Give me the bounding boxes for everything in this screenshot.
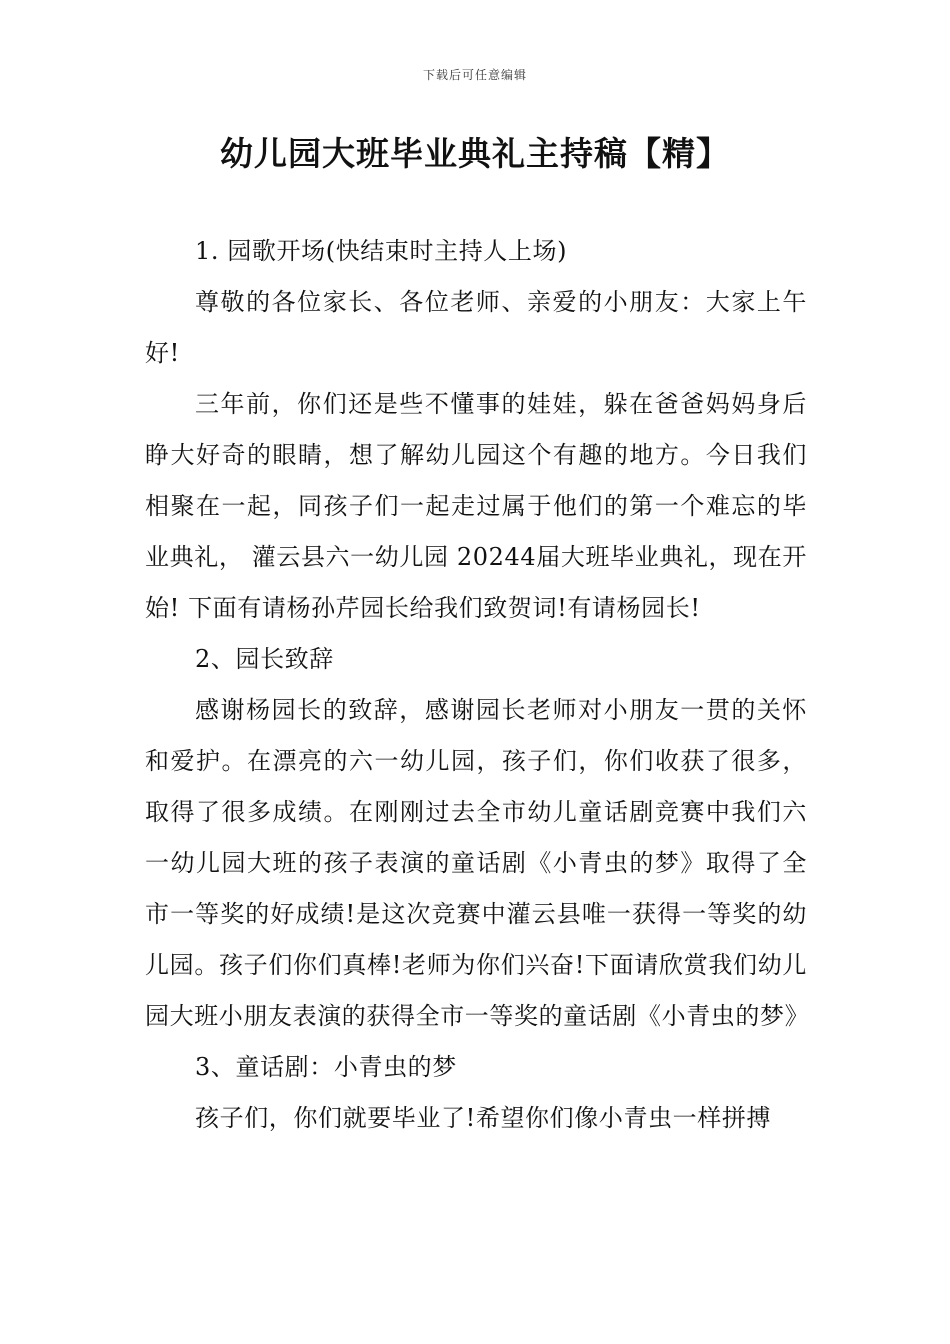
document-title: 幼儿园大班毕业典礼主持稿【精】: [220, 134, 730, 173]
paragraph-greeting: 尊敬的各位家长、各位老师、亲爱的小朋友：大家上午好!: [145, 288, 807, 367]
header-note: 下载后可任意编辑: [422, 68, 527, 82]
paragraph-closing: 孩子们，你们就要毕业了!希望你们像小青虫一样拼搏: [195, 1104, 772, 1132]
paragraph-section-3: 3、童话剧：小青虫的梦: [195, 1053, 457, 1081]
paragraph-thanks: 感谢杨园长的致辞，感谢园长老师对小朋友一贯的关怀和爱护。在漂亮的六一幼儿园，孩子们，你们收获了很多，取得了很多成绩。在刚刚过去全市幼儿童话剧竞赛中我们六一幼儿园大班的孩子表演的童话剧《小青虫的梦》取得了全市一等奖的好成绩!是这次竞赛中灌云县唯一获得一等奖的幼儿园。孩子们你们真棒!老师为你们兴奋!下面请欣赏我们幼儿园大班小朋友表演的获得全市一等奖的童话剧《小青虫的梦》: [145, 696, 810, 1030]
document-body: [145, 226, 810, 1144]
paragraph-opening: 三年前，你们还是些不懂事的娃娃，躲在爸爸妈妈身后睁大好奇的眼睛，想了解幼儿园这个有趣的地方。今日我们相聚在一起，同孩子们一起走过属于他们的第一个难忘的毕业典礼， 灌云县六一幼儿园 20244届大班毕业典礼，现在开始! 下面有请杨孙芹园长给我们致贺词!有请杨园长!: [145, 390, 807, 622]
paragraph-section-1: 1. 园歌开场(快结束时主持人上场): [195, 237, 568, 265]
paragraph-section-2: 2、园长致辞: [195, 645, 334, 673]
